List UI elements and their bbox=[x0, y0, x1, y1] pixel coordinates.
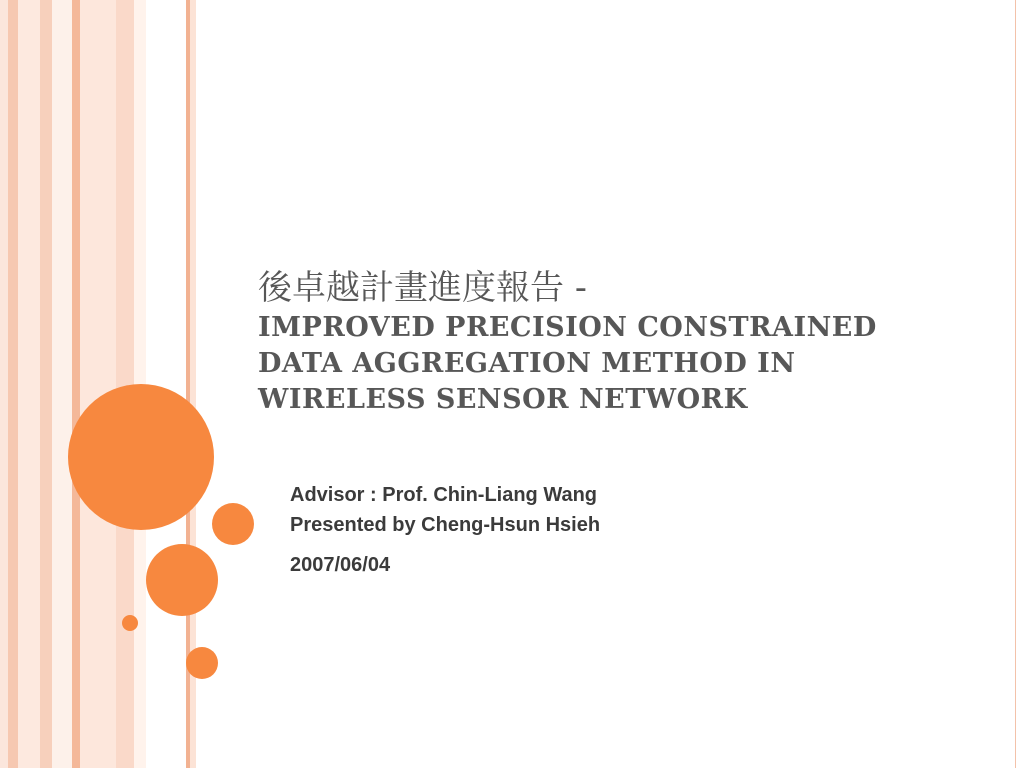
decor-right-line bbox=[1015, 0, 1016, 768]
decor-stripe bbox=[8, 0, 18, 768]
presenter-text: Presented by Cheng-Hsun Hsieh bbox=[290, 514, 601, 536]
date-text: 2007/06/04 bbox=[290, 554, 391, 576]
decor-circle-small bbox=[186, 647, 218, 679]
decor-stripe bbox=[72, 0, 80, 768]
decor-stripe bbox=[52, 0, 72, 768]
decor-stripe bbox=[18, 0, 40, 768]
decor-circle-tiny bbox=[122, 615, 138, 631]
decor-stripe bbox=[0, 0, 8, 768]
decor-stripe bbox=[80, 0, 116, 768]
title-line-3: WIRELESS SENSOR NETWORK bbox=[258, 384, 748, 415]
slide-subtitle bbox=[290, 480, 890, 580]
title-chinese: 後卓越計畫進度報告 - bbox=[258, 268, 588, 308]
decor-circle-large bbox=[68, 384, 214, 530]
advisor-text: Advisor : Prof. Chin-Liang Wang bbox=[290, 484, 598, 506]
decor-stripe bbox=[40, 0, 52, 768]
title-line-2: DATA AGGREGATION METHOD IN bbox=[258, 348, 796, 379]
decor-circle-medium bbox=[146, 544, 218, 616]
decor-circle-small bbox=[212, 503, 254, 545]
slide-title bbox=[258, 266, 978, 418]
title-line-1: IMPROVED PRECISION CONSTRAINED bbox=[258, 312, 877, 343]
